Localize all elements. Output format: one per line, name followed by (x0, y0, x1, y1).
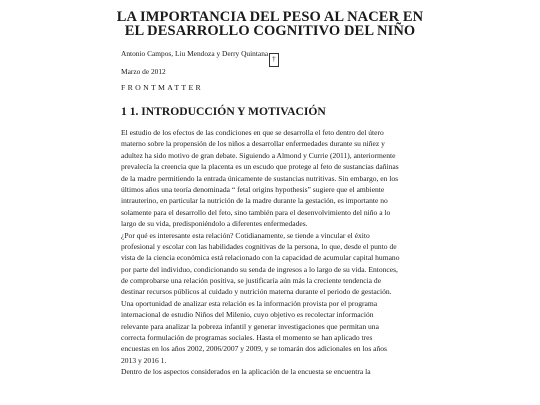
body-line: correcta formulación de programas sociales. Hasta el momento se han aplicado tres (121, 333, 373, 343)
title-line-1: LA IMPORTANCIA DEL PESO AL NACER EN (116, 9, 424, 25)
authors-names: Antonio Campos, Liu Mendoza y Derry Quintana (121, 49, 269, 58)
body-line: últimos años una teoría denominada “ fetal origins hypothesis” sugiere que el ambiente (121, 184, 385, 194)
body-line: materno sobre la propensión de los niños a desarrollar enfermedades durante su niñez y (121, 139, 385, 149)
body-line: de la madre permitiendo la entrada únicamente de sustancias nutritivas. Sin embargo, en los (121, 173, 399, 183)
frontmatter-label: FRONTMATTER (121, 83, 204, 92)
title-line-2: EL DESARROLLO COGNITIVO DEL NIÑO (124, 23, 416, 39)
body-line: El estudio de los efectos de las condiciones en que se desarrolla el feto dentro del útero (121, 128, 384, 137)
body-line: intrauterino, en particular la nutrición de la madre durante la gestación, es importante no (121, 196, 388, 206)
body-line: internacional de estudio Niños del Milenio, cuyo objetivo es recolectar información (121, 310, 374, 320)
body-line: Una oportunidad de analizar esta relación es la información provista por el programa (121, 298, 378, 308)
body-line: relevante para analizar la pobreza infantil y generar investigaciones que permitan una (121, 321, 379, 331)
body-paragraphs (121, 127, 421, 378)
section-heading: 1 1. INTRODUCCIÓN Y MOTIVACIÓN (121, 105, 326, 118)
body-line: por parte del individuo, condicionando su senda de ingresos a lo largo de su vida. Entonces, (121, 264, 398, 274)
body-line: encuestas en los años 2002, 2006/2007 y 2009, y se tomarán dos adicionales en los años (121, 344, 387, 354)
paper-title (100, 10, 440, 38)
body-line: 2013 y 2016 1. (121, 355, 167, 365)
body-line: ¿Por qué es interesante esta relación? Cotidianamente, se tiende a vincular el éxito (121, 230, 370, 240)
body-line: profesional y escolar con las habilidades cognitivas de la persona, lo que, desde el punto de (121, 241, 397, 251)
author-line (121, 49, 279, 67)
body-line: solamente para el desarrollo del feto, sino también para el desenvolvimiento del niño a lo (121, 207, 391, 217)
body-line: adultez ha sido motivo de gran debate. Siguiendo a Almond y Currie (2011), anteriormente (121, 150, 396, 160)
dagger-footnote-mark[interactable]: † (269, 53, 279, 67)
body-line: de comprobarse una relación positiva, se justificaría aún más la creciente tendencia de (121, 276, 382, 286)
body-line: vista de la ciencia económica está relacionado con la capacidad de acumular capital humano (121, 253, 400, 263)
body-line: prevalecía la creencia que la placenta es un escudo que protege al feto de sustancias dañinas (121, 162, 399, 172)
body-line: Dentro de los aspectos considerados en la aplicación de la encuesta se encuentra la (121, 367, 371, 377)
body-line: destinar recursos públicos al cuidado y nutrición materna durante el periodo de gestación. (121, 287, 392, 297)
publication-date: Marzo de 2012 (121, 67, 166, 76)
body-line: largo de su vida, predisponiéndolo a diferentes enfermedades. (121, 219, 308, 229)
